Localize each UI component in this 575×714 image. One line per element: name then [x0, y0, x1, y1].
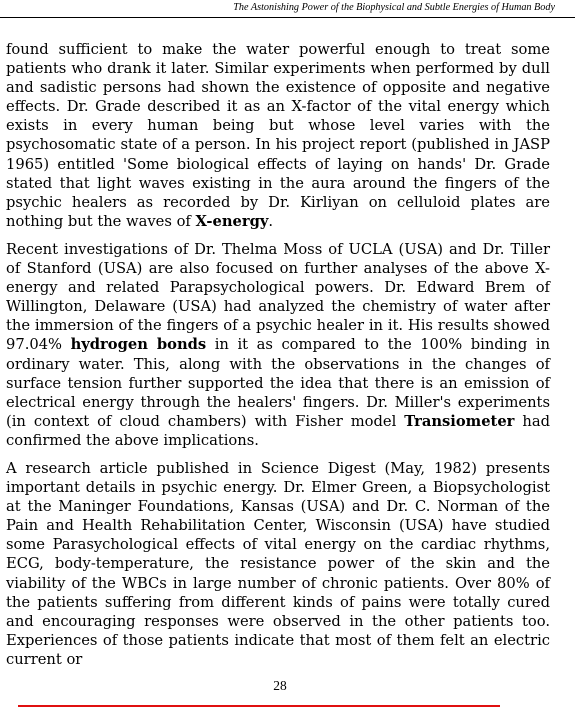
- paragraph-1-text-a: found sufficient to make the water powerful enough to treat some patients who drank it later. Similar experiments when performed by dull and sadistic persons had shown the existence of opposite and negative effects. Dr. Grade described it as an X-factor of the vital energy which exists in every human being but whose level varies with the psychosomatic state of a person. In his project report (published in JASP 1965) entitled 'Some biological effects of laying on hands' Dr. Grade stated that light waves existing in the aura around the fingers of the psychic healers as recorded by Dr. Kirliyan on celluloid plates are nothing but the waves of: [6, 41, 550, 230]
- body-text: [6, 40, 550, 678]
- bold-term-transiometer: Transiometer: [404, 412, 515, 430]
- footer-rule: [18, 705, 500, 707]
- paragraph-2-text-a: Recent investigations of Dr. Thelma Moss of UCLA (USA) and Dr. Tiller of Stanford (USA) are also focused on further analyses of the above X-energy and related Parapsychological powers. Dr. Edward Brem of Willington, Delaware (USA) had analyzed the chemistry of water after the immersion of the fingers of a psychic healer in it. His results showed 97.04%: [6, 240, 550, 354]
- running-header: The Astonishing Power of the Biophysical and Subtle Energies of Human Body: [233, 2, 555, 13]
- paragraph-1: [6, 40, 550, 231]
- paragraph-2-text-c: had confirmed the above implications.: [6, 412, 550, 449]
- header-rule: [0, 17, 575, 18]
- paragraph-1-text-b: .: [268, 212, 274, 230]
- paragraph-2: [6, 240, 550, 450]
- bold-term-hydrogen-bonds: hydrogen bonds: [70, 336, 207, 354]
- paragraph-2-text-b: in it as compared to the 100% binding in ordinary water. This, along with the observations in the changes of surface tension further supported the idea that there is an emission of electrical energy through the healers' fingers. Dr. Miller's experiments (in context of cloud chambers) with Fisher model: [6, 336, 550, 430]
- paragraph-3: A research article published in Science Digest (May, 1982) presents important details in psychic energy. Dr. Elmer Green, a Biopsychologist at the Maninger Foundations, Kansas (USA) and Dr. C. Norman of the Pain and Health Rehabilitation Center, Wisconsin (USA) have studied some Parasychological effects of vital energy on the cardiac rhythms, ECG, body-temperature, the resistance power of the skin and the viability of the WBCs in large number of chronic patients. Over 80% of the patients suffering from different kinds of pains were totally cured and encouraging responses were observed in the other patients too. Experiences of those patients indicate that most of them felt an electric current or: [6, 459, 550, 668]
- page-number: 28: [273, 678, 287, 693]
- bold-term-x-energy: X-energy: [195, 212, 269, 230]
